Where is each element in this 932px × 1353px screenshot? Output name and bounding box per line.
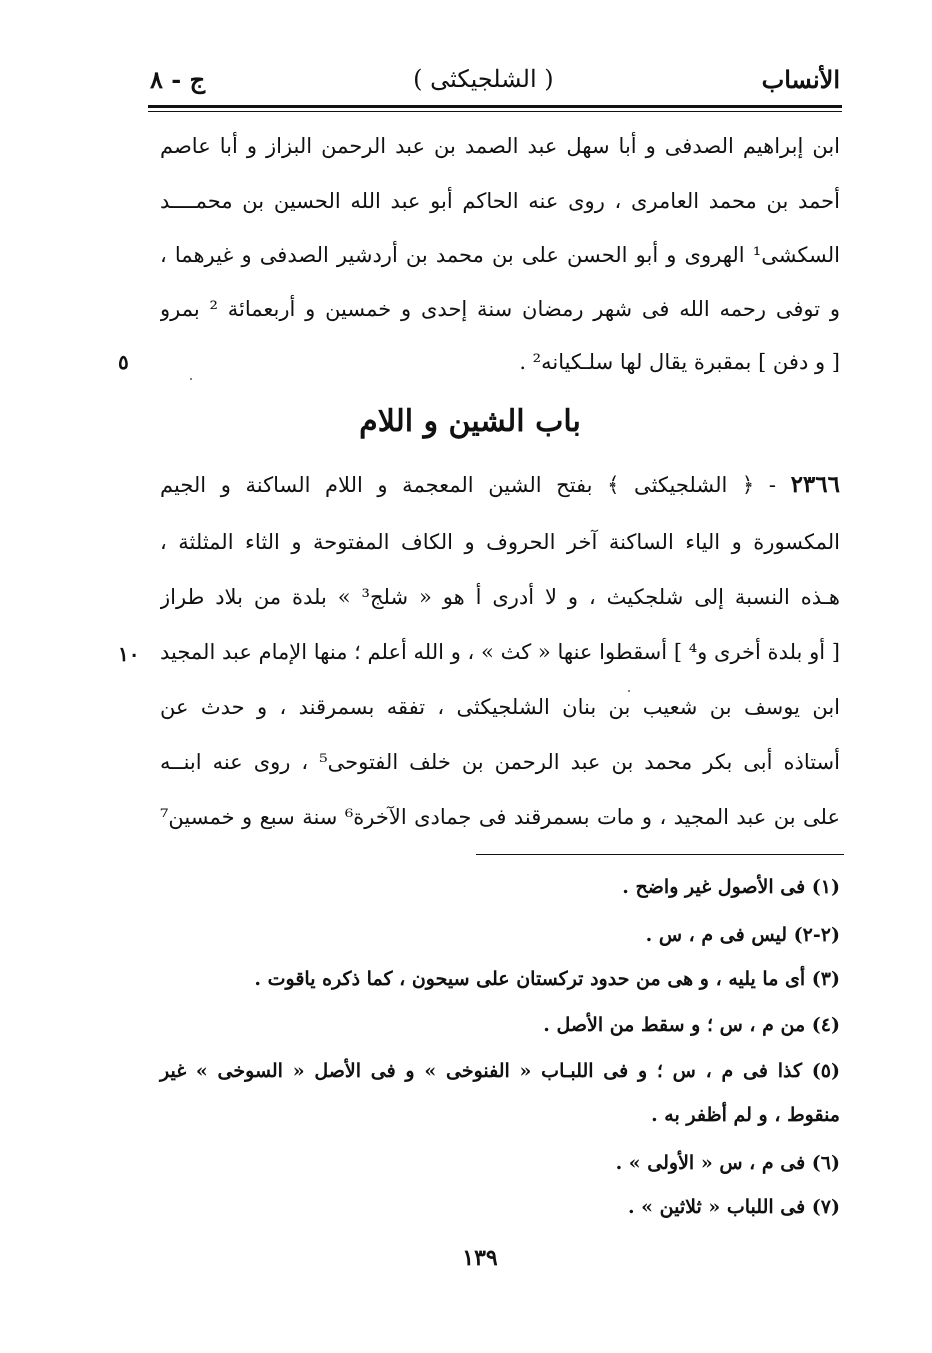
body-line: المكسورة و الياء الساكنة آخر الحروف و الكاف المفتوحة و الثاء المثلثة ، (160, 530, 840, 554)
footnote: (٣) أى ما يليه ، و هى من حدود تركستان على سيحون ، كما ذكره ياقوت . (254, 968, 840, 990)
header-rule-thick (148, 105, 842, 108)
scan-speck (190, 378, 192, 380)
footnote: (٦) فى م ، س « الأولى » . (615, 1152, 840, 1174)
header-book-title: الأنساب (761, 64, 840, 94)
body-line: ابن إبراهيم الصدفى و أبا سهل عبد الصمد بن عبد الرحمن البزاز و أبا عاصم (160, 134, 840, 158)
scan-speck (628, 690, 630, 692)
page-number: ١٣٩ (462, 1245, 498, 1271)
footnote: (٤) من م ، س ؛ و سقط من الأصل . (543, 1014, 840, 1036)
entry-first-line-text: - ﴿ الشلجيكثى ﴾ بفتح الشين المعجمة و اللام الساكنة و الجيم (160, 473, 776, 497)
line-number-marker: ١٠ (118, 642, 140, 666)
running-header (150, 56, 840, 102)
body-line: ابن يوسف بن شعيب بن بنان الشلجيكثى ، تفقه بسمرقند ، و حدث عن (160, 695, 840, 719)
header-volume: ج - ٨ (150, 64, 206, 94)
body-line: [ أو بلدة أخرى و⁴ ] أسقطوا عنها « كث » ، و الله أعلم ؛ منها الإمام عبد المجيد (160, 640, 840, 664)
footnote: (٢-٢) ليس فى م ، س . (645, 924, 840, 946)
body-line: أستاذه أبى بكر محمد بن عبد الرحمن بن خلف الفتوحى⁵ ، روى عنه ابنــه (160, 750, 840, 774)
body-line: على بن عبد المجيد ، و مات بسمرقند فى جمادى الآخرة⁶ سنة سبع و خمسين⁷ (160, 805, 840, 829)
header-rule-thin (148, 111, 842, 112)
body-line: [ و دفن ] بمقبرة يقال لها سلـكيانه² . (519, 350, 840, 374)
body-line: و توفى رحمه الله فى شهر رمضان سنة إحدى و خمسين و أربعمائة ² بمرو (160, 297, 840, 321)
footnote: (٧) فى اللباب « ثلاثين » . (627, 1196, 840, 1218)
header-entry-title: ( الشلجيكثى ) (413, 65, 554, 93)
entry-number: ٢٣٦٦ (790, 471, 840, 498)
footnote-rule (476, 854, 844, 855)
body-line: السكشى¹ الهروى و أبو الحسن على بن محمد بن أردشير الصدفى و غيرهما ، (160, 243, 840, 267)
footnote: (٥) كذا فى م ، س ؛ و فى اللبـاب « الفنوخى » و فى الأصل « السوخى » غير (160, 1060, 840, 1082)
body-line: أحمد بن محمد العامرى ، روى عنه الحاكم أبو عبد الله الحسين بن محمــــد (160, 189, 840, 213)
entry-first-line (160, 470, 840, 500)
footnote: (١) فى الأصول غير واضح . (622, 876, 840, 898)
footnote-continuation: منقوط ، و لم أظفر به . (651, 1104, 840, 1126)
body-line: هـذه النسبة إلى شلجكيث ، و لا أدرى أ هو « شلج³ » بلدة من بلاد طراز (160, 585, 840, 609)
line-number-marker: ٥ (118, 350, 129, 374)
section-heading: باب الشين و اللام (359, 404, 581, 439)
